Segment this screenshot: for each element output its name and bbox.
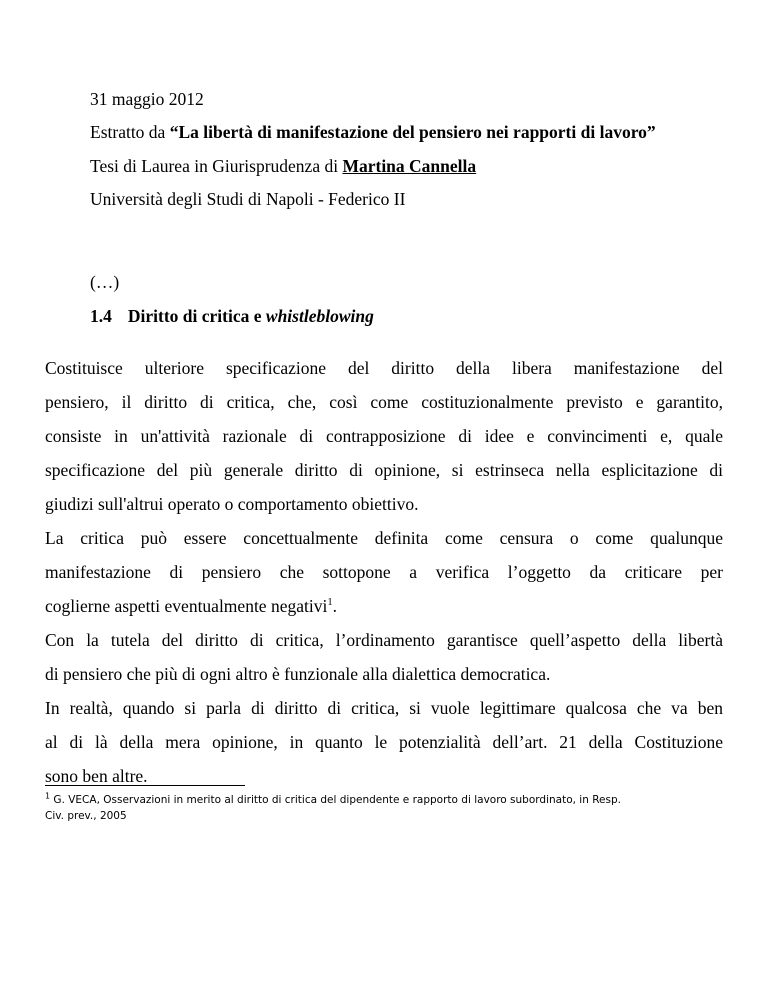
footnote-separator <box>45 785 245 786</box>
footnote-line-2: Civ. prev., 2005 <box>45 810 127 822</box>
section-number: 1.4 <box>90 306 112 326</box>
paragraph-2-line-3-end: . <box>332 596 337 616</box>
paragraph-1-line-3: consiste in un'attività razionale di contrapposizione di idee e convincimenti e, quale <box>45 426 723 446</box>
ellipsis-marker: (…) <box>90 272 120 292</box>
thesis-prefix: Tesi di Laurea in Giurisprudenza di <box>90 156 343 176</box>
paragraph-4-line-1: In realtà, quando si parla di diritto di critica, si vuole legittimare qualcosa che va ben <box>45 698 723 718</box>
paragraph-3-line-2: di pensiero che più di ogni altro è funzionale alla dialettica democratica. <box>45 664 551 684</box>
paragraph-4-line-2: al di là della mera opinione, in quanto le potenzialità dell’art. 21 della Costituzione <box>45 732 723 752</box>
paragraph-4-line-3: sono ben altre. <box>45 766 148 786</box>
extract-prefix: Estratto da <box>90 122 170 142</box>
university-line: Università degli Studi di Napoli - Federico II <box>90 189 406 209</box>
document-date: 31 maggio 2012 <box>90 89 204 109</box>
paragraph-2-line-1: La critica può essere concettualmente definita come censura o come qualunque <box>45 528 723 548</box>
author-name: Martina Cannella <box>342 156 477 176</box>
section-heading <box>90 305 374 327</box>
paragraph-1-line-2: pensiero, il diritto di critica, che, così come costituzionalmente previsto e garantito, <box>45 392 723 412</box>
section-title-italic: whistleblowing <box>265 306 374 326</box>
footnote-text-1: G. VECA, Osservazioni in merito al diritto di critica del dipendente e rapporto di lavoro subordinato, in Resp. <box>50 794 621 806</box>
paragraph-2-line-3 <box>45 595 723 617</box>
paragraph-2-line-2: manifestazione di pensiero che sottopone a verifica l’oggetto da criticare per <box>45 562 723 582</box>
extract-title: “La libertà di manifestazione del pensiero nei rapporti di lavoro” <box>169 122 656 142</box>
thesis-line <box>90 155 476 177</box>
paragraph-1-line-4: specificazione del più generale diritto di opinione, si estrinseca nella esplicitazione di <box>45 460 723 480</box>
paragraph-1-line-1: Costituisce ulteriore specificazione del diritto della libera manifestazione del <box>45 358 723 378</box>
footnote-line-1 <box>45 792 735 808</box>
paragraph-1-line-5: giudizi sull'altrui operato o comportamento obiettivo. <box>45 494 419 514</box>
section-title: Diritto di critica e <box>127 306 266 326</box>
footnote-reference[interactable]: 1 <box>327 597 333 609</box>
extract-line <box>90 121 656 143</box>
paragraph-3-line-1: Con la tutela del diritto di critica, l’ordinamento garantisce quell’aspetto della libertà <box>45 630 723 650</box>
paragraph-2-line-3-text: coglierne aspetti eventualmente negativi <box>45 596 328 616</box>
footnote-mark: 1 <box>45 791 51 801</box>
